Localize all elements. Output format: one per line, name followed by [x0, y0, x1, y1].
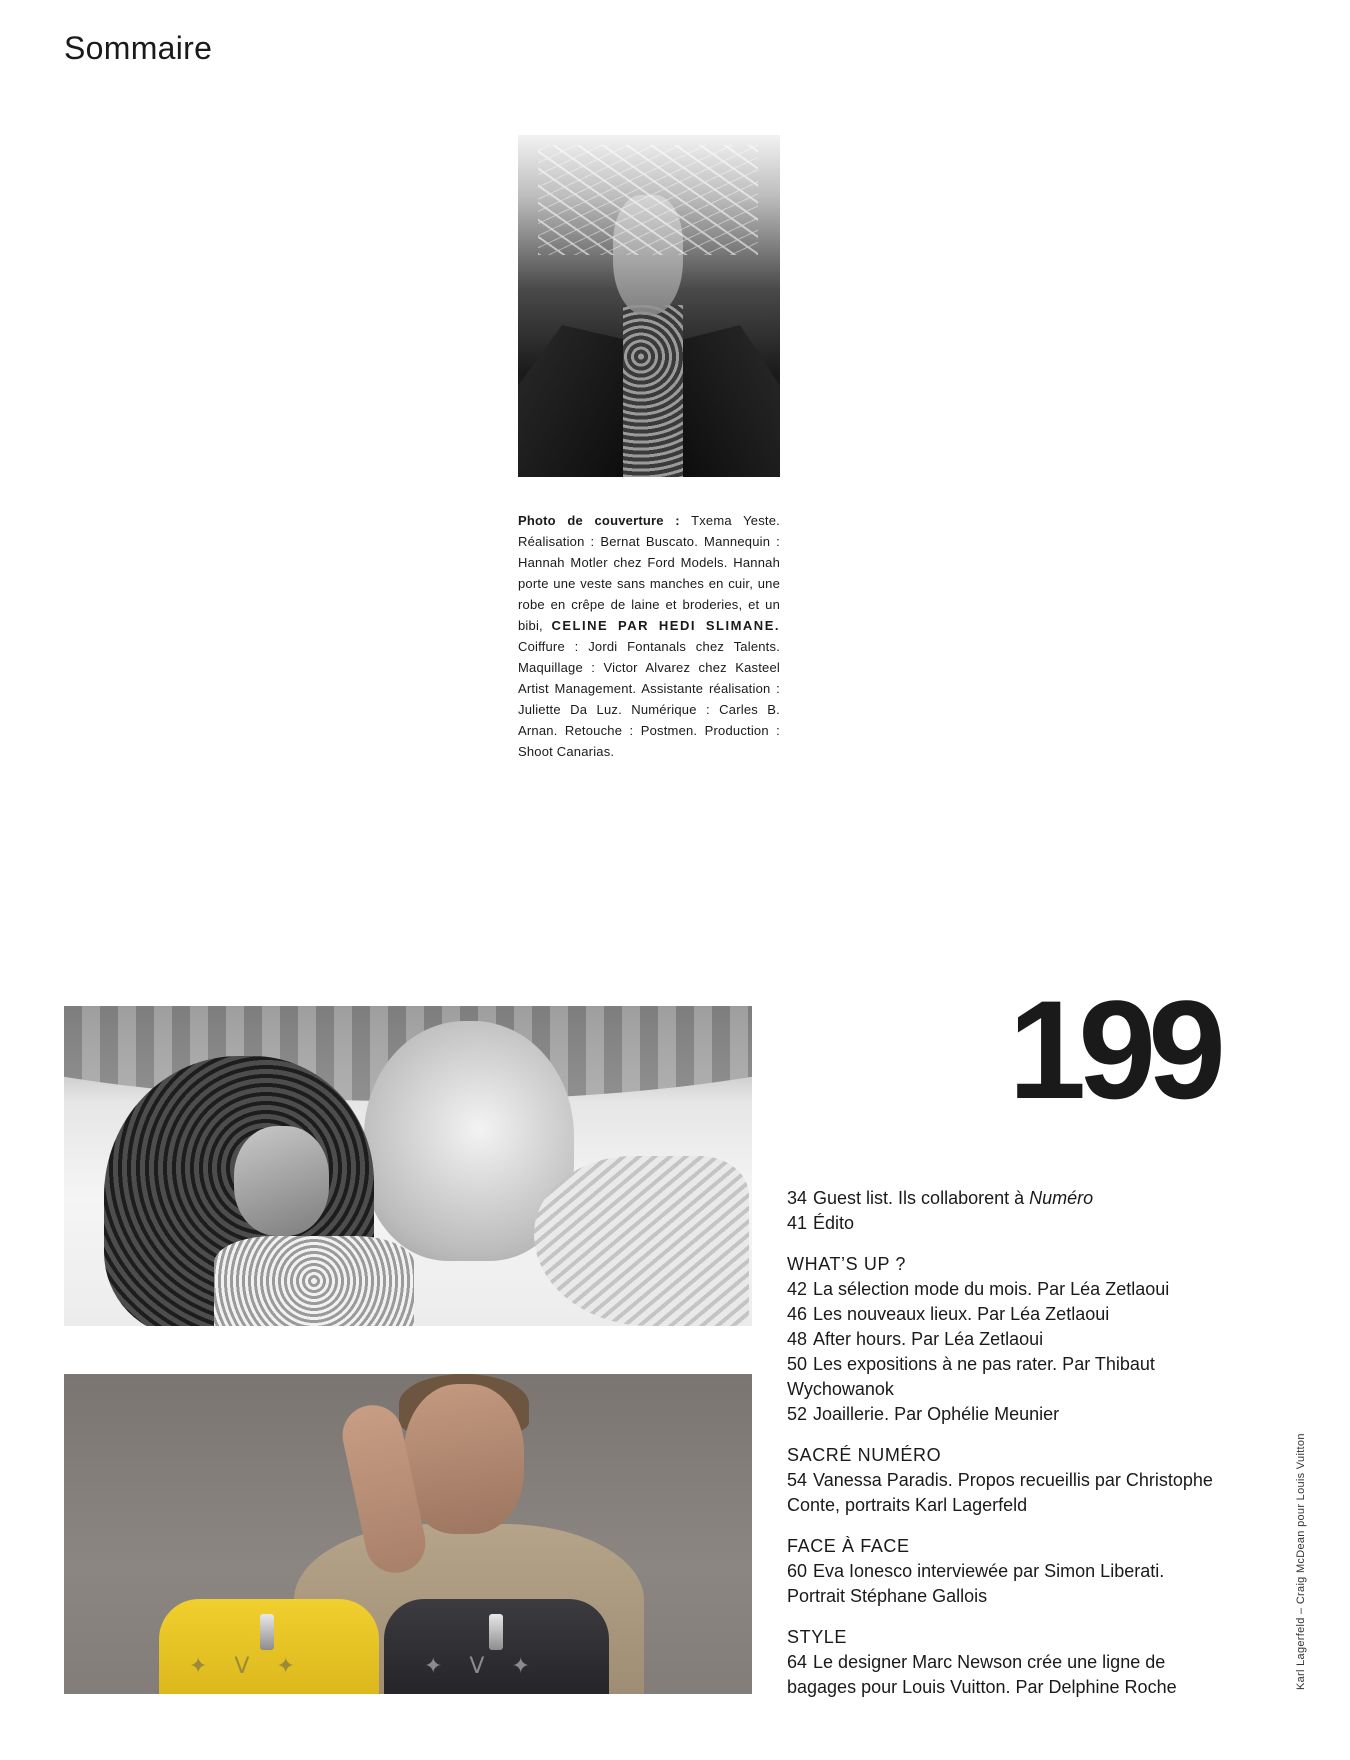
credits-text-1: Txema Yeste. Réalisation : Bernat Buscato. Mannequin : Hannah Motler chez Ford Models. Hannah porte une veste sans manches en cuir, une robe en crêpe de laine et broderies, et un bibi,	[518, 513, 780, 633]
toc-entry	[787, 1277, 1227, 1302]
toc-page-number: 50	[787, 1354, 808, 1374]
toc-entry	[787, 1650, 1227, 1700]
bag-monogram-yellow: ✦ V ✦	[189, 1654, 305, 1679]
photo-marc-newson	[64, 1374, 752, 1694]
cover-credits	[518, 510, 780, 762]
cover-hat	[538, 145, 758, 255]
toc-entry	[787, 1327, 1227, 1352]
toc-section-title: WHAT’S UP ?	[787, 1254, 906, 1274]
toc-page-number: 48	[787, 1329, 808, 1349]
toc-entry	[787, 1468, 1227, 1518]
cover-dress	[623, 305, 683, 477]
cover-jacket-right	[680, 325, 780, 477]
toc-page-number: 64	[787, 1652, 808, 1672]
photo-vanessa-angel	[64, 1006, 752, 1326]
toc-entry-text: After hours. Par Léa Zetlaoui	[813, 1329, 1044, 1349]
page-title: Sommaire	[64, 30, 213, 66]
toc-entry-text: Les expositions à ne pas rater. Par Thibaut Wychowanok	[787, 1354, 1155, 1399]
bag-monogram-dark: ✦ V ✦	[424, 1654, 540, 1679]
cover-photo	[518, 135, 780, 477]
toc-entry-text: Guest list. Ils collaborent à	[813, 1188, 1030, 1208]
toc-entry-text: La sélection mode du mois. Par Léa Zetlaoui	[813, 1279, 1170, 1299]
photo-designer-head	[404, 1384, 524, 1534]
credits-brand: CELINE PAR HEDI SLIMANE.	[551, 618, 780, 633]
toc-sections	[787, 1252, 1227, 1700]
toc-entry-text: Les nouveaux lieux. Par Léa Zetlaoui	[813, 1304, 1110, 1324]
toc-entry	[787, 1402, 1227, 1427]
toc-entry	[787, 1352, 1227, 1402]
toc-entry	[787, 1211, 1227, 1236]
toc-entry	[787, 1559, 1227, 1609]
toc-page-number: 60	[787, 1561, 808, 1581]
toc-entry-text: Le designer Marc Newson crée une ligne de bagages pour Louis Vuitton. Par Delphine Roche	[787, 1652, 1177, 1697]
toc-section-title: SACRÉ NUMÉRO	[787, 1445, 942, 1465]
issue-number: 199	[1008, 971, 1218, 1128]
toc-page-number: 52	[787, 1404, 808, 1424]
credits-lead: Photo de couverture :	[518, 513, 680, 528]
bag-clasp-icon	[489, 1614, 503, 1650]
toc-entry-italic: Numéro	[1029, 1188, 1094, 1208]
toc-entry-text: Eva Ionesco interviewée par Simon Liberati. Portrait Stéphane Gallois	[787, 1561, 1165, 1606]
cover-jacket-left	[518, 325, 628, 477]
toc-section-title: FACE À FACE	[787, 1536, 910, 1556]
photo-wing	[534, 1156, 749, 1326]
toc-intro	[787, 1186, 1227, 1236]
credits-text-2: Coiffure : Jordi Fontanals chez Talents. Maquillage : Victor Alvarez chez Kasteel Artist Management. Assistante réalisation : Juliette Da Luz. Numérique : Carles B. Arnan. Retouche : Postmen. Production : Shoot Canarias.	[518, 639, 780, 759]
toc-page-number: 54	[787, 1470, 808, 1490]
toc-page-number: 46	[787, 1304, 808, 1324]
toc-page-number: 42	[787, 1279, 808, 1299]
toc-entry	[787, 1302, 1227, 1327]
toc-page-number: 34	[787, 1188, 808, 1208]
photo-woman-face	[234, 1126, 329, 1236]
toc-section-title: STYLE	[787, 1627, 848, 1647]
table-of-contents	[787, 1186, 1227, 1700]
bag-clasp-icon	[260, 1614, 274, 1650]
photo-credit-vertical: Karl Lagerfeld – Craig McDean pour Louis Vuitton	[1295, 1433, 1307, 1690]
photo-pearls	[214, 1236, 414, 1326]
toc-entry-text: Vanessa Paradis. Propos recueillis par Christophe Conte, portraits Karl Lagerfeld	[787, 1470, 1213, 1515]
toc-entry	[787, 1186, 1227, 1211]
toc-page-number: 41	[787, 1213, 808, 1233]
toc-entry-text: Joaillerie. Par Ophélie Meunier	[813, 1404, 1060, 1424]
toc-entry-text: Édito	[813, 1213, 855, 1233]
